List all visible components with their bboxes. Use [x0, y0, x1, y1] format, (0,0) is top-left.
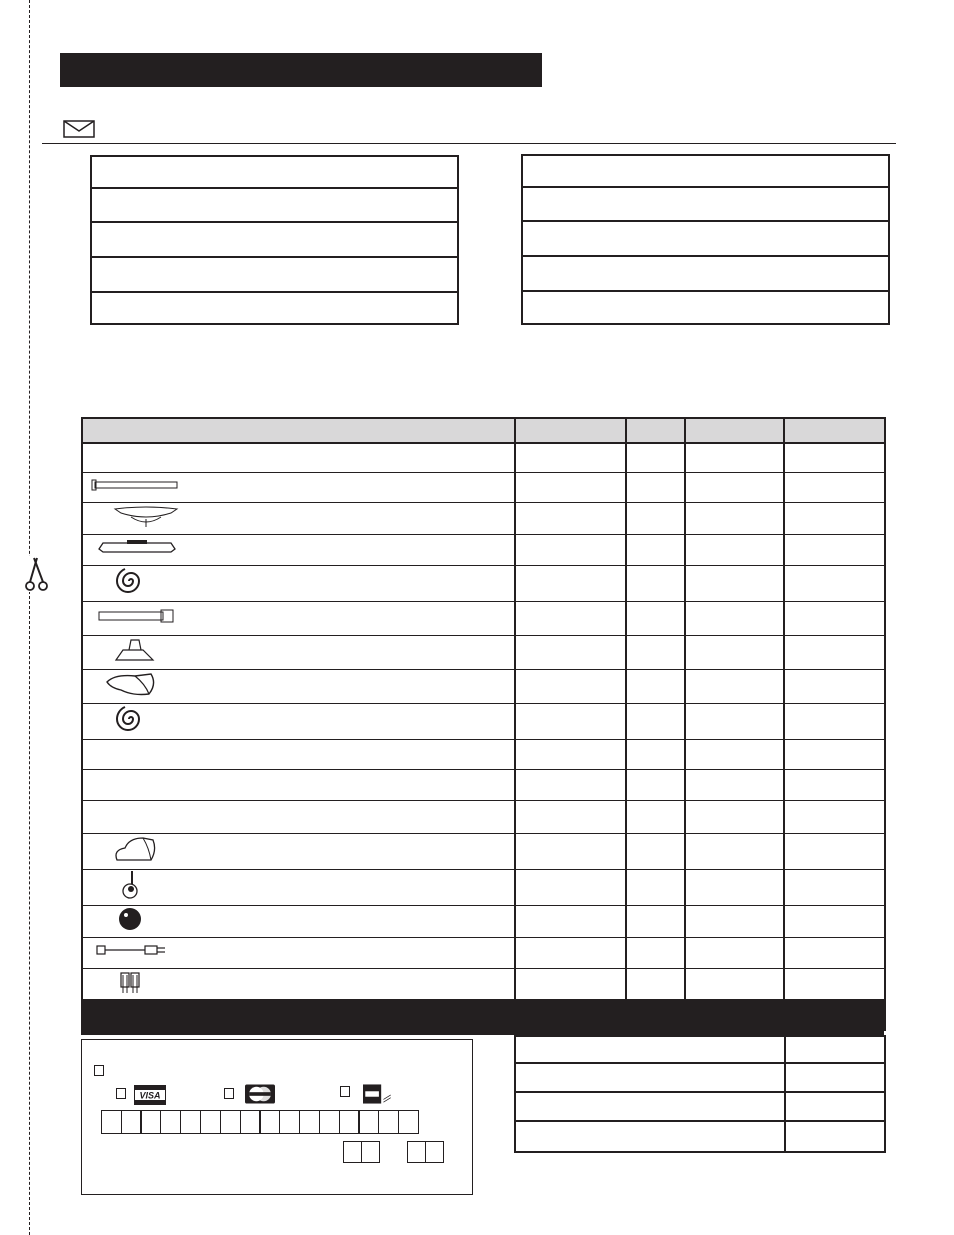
crevice-tool-icon [111, 834, 514, 869]
table-row [82, 739, 885, 769]
card-digit-box[interactable] [299, 1110, 320, 1134]
floor-brush-icon [111, 503, 514, 534]
cell-total[interactable] [784, 800, 885, 833]
table-row [82, 472, 885, 502]
address-field-5[interactable] [523, 292, 888, 322]
cell-total[interactable] [784, 472, 885, 502]
cell-quantity[interactable] [626, 905, 685, 937]
totals-label [515, 1092, 785, 1121]
totals-value[interactable] [785, 1092, 885, 1121]
totals-value[interactable] [785, 1121, 885, 1152]
cell-description[interactable] [82, 703, 515, 739]
address-field-4[interactable] [523, 257, 888, 290]
cell-total[interactable] [784, 769, 885, 800]
address-field-2[interactable] [92, 189, 457, 221]
cell-description[interactable] [82, 869, 515, 905]
cell-description[interactable] [82, 800, 515, 833]
cell-quantity[interactable] [626, 669, 685, 703]
cell-unit-price[interactable] [685, 739, 784, 769]
cell-description[interactable] [82, 905, 515, 937]
card-digit-box[interactable] [140, 1110, 161, 1134]
cell-quantity[interactable] [626, 443, 685, 472]
table-row [82, 703, 885, 739]
column-header-total [784, 418, 885, 443]
credit-card-checkbox[interactable] [94, 1065, 104, 1076]
cell-unit-price[interactable] [685, 833, 784, 869]
card-digit-box[interactable] [259, 1110, 280, 1134]
mastercard-logo [243, 1084, 277, 1104]
cell-unit-price[interactable] [685, 565, 784, 601]
cell-unit-price[interactable] [685, 601, 784, 635]
cell-total[interactable] [784, 669, 885, 703]
bill-to-address-box [521, 154, 890, 325]
cell-unit-price[interactable] [685, 635, 784, 669]
cell-description[interactable] [82, 443, 515, 472]
cell-unit-price[interactable] [685, 769, 784, 800]
column-header-unit-price [685, 418, 784, 443]
amex-checkbox[interactable] [340, 1086, 350, 1097]
cell-description[interactable] [82, 669, 515, 703]
caster-wheel-icon [119, 870, 514, 905]
american-express-logo [361, 1084, 395, 1104]
address-field-5[interactable] [92, 293, 457, 323]
cell-description[interactable] [82, 968, 515, 1000]
cell-quantity[interactable] [626, 739, 685, 769]
table-row [82, 502, 885, 534]
power-cord-icon [95, 942, 514, 963]
cell-unit-price[interactable] [685, 968, 784, 1000]
cell-total[interactable] [784, 502, 885, 534]
cell-total[interactable] [784, 635, 885, 669]
table-row [82, 635, 885, 669]
cell-part-number[interactable] [515, 703, 626, 739]
column-header-quantity [626, 418, 685, 443]
cell-unit-price[interactable] [685, 800, 784, 833]
table-row [82, 565, 885, 601]
cell-quantity[interactable] [626, 635, 685, 669]
table-row [82, 443, 885, 472]
dusting-brush-icon [105, 670, 514, 703]
cell-part-number[interactable] [515, 968, 626, 1000]
scissors-icon [22, 556, 52, 592]
cell-total[interactable] [784, 968, 885, 1000]
envelope-icon [63, 120, 95, 138]
totals-row [515, 1092, 885, 1121]
expiry-digit-box[interactable] [343, 1141, 362, 1163]
order-totals-table [514, 1035, 886, 1153]
cell-quantity[interactable] [626, 502, 685, 534]
cell-part-number[interactable] [515, 534, 626, 565]
svg-text:VISA: VISA [139, 1090, 161, 1101]
cell-unit-price[interactable] [685, 472, 784, 502]
column-header-part-number [515, 418, 626, 443]
expiry-digit-box[interactable] [425, 1141, 444, 1163]
table-row [82, 869, 885, 905]
cell-description[interactable] [82, 833, 515, 869]
address-field-1[interactable] [92, 157, 457, 187]
card-digit-box[interactable] [101, 1110, 122, 1134]
cell-part-number[interactable] [515, 800, 626, 833]
cell-description[interactable] [82, 534, 515, 565]
parts-order-table [81, 417, 886, 1031]
card-number-grid [102, 1110, 419, 1134]
totals-label [515, 1063, 785, 1092]
cell-unit-price[interactable] [685, 534, 784, 565]
totals-row [515, 1036, 885, 1063]
expiry-digit-box[interactable] [407, 1141, 426, 1163]
card-digit-box[interactable] [358, 1110, 379, 1134]
totals-row [515, 1121, 885, 1152]
totals-value[interactable] [785, 1063, 885, 1092]
order-total-bar [81, 999, 884, 1035]
address-field-2[interactable] [523, 188, 888, 220]
payment-box [81, 1039, 473, 1195]
visa-checkbox[interactable] [116, 1088, 126, 1099]
cell-unit-price[interactable] [685, 869, 784, 905]
cell-total[interactable] [784, 443, 885, 472]
expiry-digit-box[interactable] [361, 1141, 380, 1163]
card-digit-box[interactable] [160, 1110, 181, 1134]
card-digit-box[interactable] [121, 1110, 142, 1134]
cell-total[interactable] [784, 534, 885, 565]
cell-description[interactable] [82, 502, 515, 534]
header-rule [42, 143, 896, 144]
table-row [82, 769, 885, 800]
card-digit-box[interactable] [279, 1110, 300, 1134]
cell-total[interactable] [784, 869, 885, 905]
totals-label [515, 1121, 785, 1152]
cell-part-number[interactable] [515, 739, 626, 769]
cell-quantity[interactable] [626, 937, 685, 968]
table-row [82, 669, 885, 703]
upholstery-tool-icon [113, 636, 514, 669]
mastercard-checkbox[interactable] [224, 1088, 234, 1099]
cell-total[interactable] [784, 937, 885, 968]
card-digit-box[interactable] [240, 1110, 261, 1134]
cell-unit-price[interactable] [685, 502, 784, 534]
cell-unit-price[interactable] [685, 443, 784, 472]
cell-quantity[interactable] [626, 472, 685, 502]
cell-quantity[interactable] [626, 769, 685, 800]
cell-description[interactable] [82, 739, 515, 769]
ship-to-address-box [90, 155, 459, 325]
cell-part-number[interactable] [515, 472, 626, 502]
cell-quantity[interactable] [626, 869, 685, 905]
extension-tube-icon [97, 609, 514, 628]
table-header-row [82, 418, 885, 443]
address-field-1[interactable] [523, 156, 888, 186]
cell-description[interactable] [82, 472, 515, 502]
cell-unit-price[interactable] [685, 937, 784, 968]
expiry-year-boxes [408, 1141, 444, 1163]
card-digit-box[interactable] [180, 1110, 201, 1134]
cell-part-number[interactable] [515, 937, 626, 968]
cell-quantity[interactable] [626, 968, 685, 1000]
table-row [82, 833, 885, 869]
table-row [82, 601, 885, 635]
cell-part-number[interactable] [515, 833, 626, 869]
cell-part-number[interactable] [515, 669, 626, 703]
table-row [82, 937, 885, 968]
cell-part-number[interactable] [515, 635, 626, 669]
cell-description[interactable] [82, 937, 515, 968]
cell-description[interactable] [82, 635, 515, 669]
cell-unit-price[interactable] [685, 905, 784, 937]
cell-quantity[interactable] [626, 800, 685, 833]
table-row [82, 800, 885, 833]
address-field-3[interactable] [92, 223, 457, 256]
cell-total[interactable] [784, 905, 885, 937]
cut-line [29, 0, 30, 1235]
cell-description[interactable] [82, 601, 515, 635]
cell-total[interactable] [784, 601, 885, 635]
cell-description[interactable] [82, 565, 515, 601]
cell-total[interactable] [784, 739, 885, 769]
card-digit-box[interactable] [319, 1110, 340, 1134]
totals-label [515, 1036, 785, 1063]
cell-quantity[interactable] [626, 703, 685, 739]
cell-total[interactable] [784, 833, 885, 869]
wand-extension-icon [91, 478, 514, 497]
visa-logo [134, 1085, 166, 1105]
cell-quantity[interactable] [626, 565, 685, 601]
hose-coil-icon [115, 704, 514, 739]
cell-description[interactable] [82, 769, 515, 800]
cell-part-number[interactable] [515, 769, 626, 800]
cell-total[interactable] [784, 703, 885, 739]
wide-nozzle-icon [97, 539, 514, 560]
cell-part-number[interactable] [515, 502, 626, 534]
card-digit-box[interactable] [200, 1110, 221, 1134]
section-title-bar [60, 53, 542, 87]
address-field-3[interactable] [523, 222, 888, 255]
cell-quantity[interactable] [626, 601, 685, 635]
totals-row [515, 1063, 885, 1092]
cell-total[interactable] [784, 565, 885, 601]
column-header-description [82, 418, 515, 443]
filter-ball-icon [117, 906, 514, 937]
card-digit-box[interactable] [398, 1110, 419, 1134]
cell-unit-price[interactable] [685, 703, 784, 739]
table-row [82, 534, 885, 565]
cell-part-number[interactable] [515, 565, 626, 601]
table-row [82, 968, 885, 1000]
cell-part-number[interactable] [515, 443, 626, 472]
brush-strip-icon [119, 969, 514, 1000]
card-digit-box[interactable] [339, 1110, 360, 1134]
cell-quantity[interactable] [626, 833, 685, 869]
cell-part-number[interactable] [515, 905, 626, 937]
address-field-4[interactable] [92, 258, 457, 291]
cell-quantity[interactable] [626, 534, 685, 565]
card-digit-box[interactable] [220, 1110, 241, 1134]
table-row [82, 905, 885, 937]
hose-coil-icon [115, 566, 514, 601]
totals-value[interactable] [785, 1036, 885, 1063]
cell-unit-price[interactable] [685, 669, 784, 703]
card-digit-box[interactable] [378, 1110, 399, 1134]
expiry-month-boxes [344, 1141, 380, 1163]
cell-part-number[interactable] [515, 601, 626, 635]
cell-part-number[interactable] [515, 869, 626, 905]
